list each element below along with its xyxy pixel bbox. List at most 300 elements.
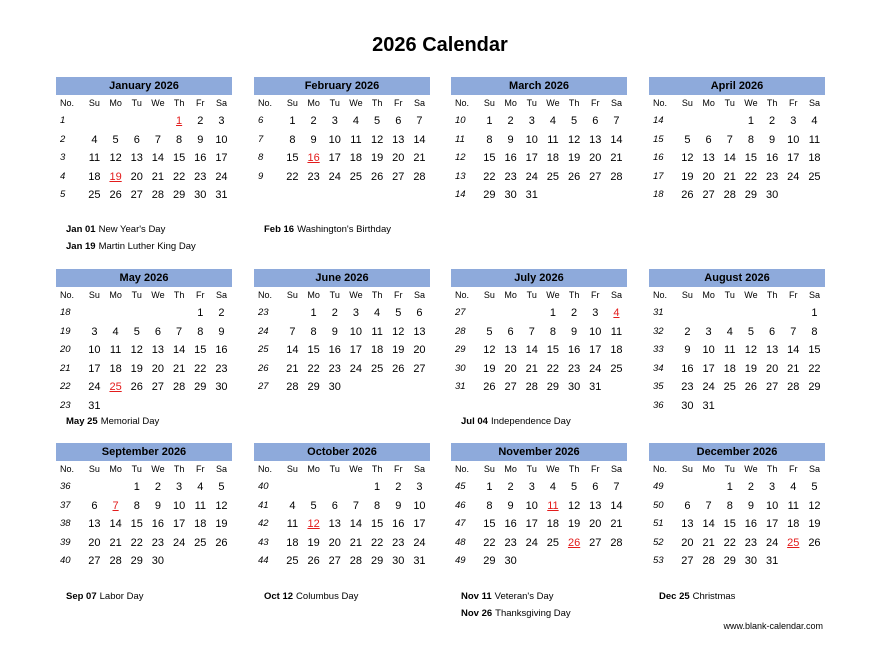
- day-cell: 16: [765, 152, 779, 165]
- day-cell: [804, 552, 825, 571]
- week-row: [254, 515, 430, 534]
- day-cell: 22: [744, 170, 758, 183]
- holiday-item: [66, 413, 256, 430]
- holiday-item: [264, 588, 454, 605]
- day-cell: [804, 397, 825, 416]
- column-header: We: [151, 464, 165, 474]
- week-row: [649, 168, 825, 187]
- month-block: [451, 269, 627, 397]
- month-header: December 2026: [649, 443, 825, 461]
- holiday-day-cell: 25: [787, 536, 800, 549]
- day-cell: 13: [765, 344, 779, 357]
- week-row: [649, 552, 825, 571]
- day-cell: 30: [765, 189, 779, 202]
- day-cell: 20: [392, 152, 405, 165]
- week-row: [56, 378, 232, 397]
- holiday-name: Columbus Day: [296, 591, 359, 602]
- column-header: Tu: [329, 98, 340, 108]
- week-row: [649, 497, 825, 516]
- day-cell: 21: [525, 362, 538, 375]
- day-cell: 19: [483, 362, 496, 375]
- day-cell: 7: [176, 325, 183, 338]
- day-cell: [606, 186, 627, 205]
- week-number: 1: [60, 115, 66, 126]
- week-number: 3: [60, 152, 66, 164]
- week-number: 36: [60, 481, 71, 492]
- month-block: [451, 443, 627, 571]
- day-cell: 24: [765, 536, 779, 549]
- day-cell: 7: [528, 325, 535, 338]
- day-cell: 20: [765, 362, 779, 375]
- day-cell: 12: [567, 133, 581, 146]
- week-row: [56, 360, 232, 379]
- week-number: 7: [258, 133, 264, 145]
- week-row: [56, 534, 232, 553]
- day-cell: 5: [374, 115, 381, 127]
- week-number: 49: [455, 555, 466, 567]
- month-header: November 2026: [451, 443, 627, 461]
- day-cell: [740, 397, 761, 416]
- week-row: [649, 378, 825, 397]
- week-number: 4: [60, 170, 66, 182]
- day-cell: 13: [504, 344, 517, 357]
- day-cell: 28: [286, 381, 299, 394]
- day-cell: 2: [197, 115, 204, 127]
- day-cell: 11: [808, 133, 821, 146]
- day-cell: 18: [88, 170, 101, 183]
- week-number: 24: [258, 325, 269, 337]
- day-cell: 29: [483, 189, 496, 202]
- day-cell: 12: [744, 344, 758, 357]
- day-cell: 10: [413, 499, 426, 512]
- day-cell: 5: [486, 325, 493, 338]
- week-row: [254, 168, 430, 187]
- week-row: [56, 515, 232, 534]
- column-header: Mo: [109, 98, 122, 108]
- column-header: Fr: [196, 464, 205, 474]
- week-row: [451, 131, 627, 150]
- week-row: [254, 552, 430, 571]
- day-cell: 7: [726, 133, 733, 146]
- column-header: Mo: [504, 464, 517, 474]
- day-cell: 16: [392, 518, 405, 531]
- day-cell: 13: [151, 344, 165, 357]
- day-cell: 3: [218, 115, 225, 127]
- day-cell: 21: [286, 362, 299, 375]
- day-cell: 17: [525, 518, 538, 531]
- day-cell: 17: [349, 344, 363, 357]
- week-row: [56, 131, 232, 150]
- day-cell: 25: [286, 555, 299, 568]
- month-block: [254, 269, 430, 397]
- day-cell: [409, 378, 430, 397]
- column-header: Sa: [610, 290, 622, 300]
- day-cell: 6: [395, 115, 402, 127]
- week-number: 25: [258, 344, 269, 356]
- column-header: We: [349, 98, 363, 108]
- column-header: Th: [173, 290, 185, 300]
- day-cell: 14: [610, 133, 623, 146]
- holiday-day-cell: 25: [109, 381, 122, 394]
- day-cell: 2: [507, 481, 514, 493]
- day-cell: 14: [109, 518, 122, 531]
- day-cell: 17: [787, 152, 800, 165]
- day-cell: 9: [507, 133, 514, 146]
- day-cell: 22: [546, 362, 560, 375]
- day-cell: 18: [109, 362, 122, 375]
- week-row: [451, 168, 627, 187]
- day-cell: 6: [705, 133, 712, 146]
- week-number: 49: [653, 481, 664, 492]
- column-header: Sa: [413, 98, 425, 108]
- day-cell: 1: [310, 307, 317, 319]
- week-number: 18: [653, 189, 664, 201]
- column-header: Th: [568, 98, 580, 108]
- weekday-header-row: [254, 461, 430, 478]
- holiday-item: [66, 221, 256, 238]
- day-cell: 22: [483, 170, 496, 183]
- day-cell: 21: [610, 518, 623, 531]
- column-header: Tu: [131, 98, 142, 108]
- day-cell: 8: [197, 325, 204, 338]
- holiday-date: Jan 01: [66, 224, 96, 235]
- day-cell: 15: [744, 152, 758, 165]
- holiday-date: May 25: [66, 416, 98, 427]
- holiday-day-cell: 4: [613, 307, 620, 319]
- day-cell: 30: [504, 555, 517, 568]
- week-number: 42: [258, 518, 269, 530]
- holiday-date: Dec 25: [659, 591, 690, 602]
- day-cell: 16: [681, 362, 694, 375]
- day-cell: 8: [811, 325, 818, 338]
- day-cell: 20: [130, 170, 143, 183]
- month-header: August 2026: [649, 269, 825, 287]
- column-header: Fr: [591, 290, 600, 300]
- day-cell: 11: [371, 325, 383, 338]
- week-number: 46: [455, 499, 466, 511]
- day-cell: 29: [307, 381, 320, 394]
- column-header: Su: [88, 98, 100, 108]
- day-cell: 4: [91, 133, 98, 146]
- column-header: Fr: [789, 290, 798, 300]
- month-header: October 2026: [254, 443, 430, 461]
- week-row: [649, 397, 825, 416]
- column-header: We: [349, 290, 363, 300]
- column-header: Th: [371, 290, 383, 300]
- holiday-day-cell: 26: [567, 536, 581, 549]
- day-cell: 21: [109, 536, 122, 549]
- day-cell: [479, 304, 500, 323]
- day-cell: 17: [88, 362, 101, 375]
- day-cell: 11: [286, 518, 299, 531]
- day-cell: 26: [370, 170, 384, 183]
- day-cell: 3: [528, 481, 535, 493]
- holiday-item: [461, 588, 651, 605]
- day-cell: 19: [567, 518, 581, 531]
- day-cell: 5: [571, 481, 578, 493]
- week-number: 51: [653, 518, 664, 530]
- month-header: May 2026: [56, 269, 232, 287]
- week-number: 41: [258, 499, 269, 511]
- day-cell: [126, 112, 147, 131]
- week-number: 52: [653, 536, 664, 548]
- day-cell: 29: [546, 381, 560, 394]
- day-cell: 29: [194, 381, 207, 394]
- day-cell: 1: [197, 307, 204, 319]
- day-cell: 31: [765, 555, 779, 568]
- column-header: Mo: [307, 98, 320, 108]
- day-cell: 24: [215, 170, 228, 183]
- day-cell: 26: [109, 189, 122, 202]
- day-cell: 28: [610, 536, 623, 549]
- day-cell: 9: [218, 325, 225, 338]
- day-cell: 14: [349, 518, 363, 531]
- day-cell: 11: [194, 499, 206, 512]
- day-cell: 1: [486, 481, 493, 493]
- day-cell: 13: [130, 152, 143, 165]
- day-cell: 20: [413, 344, 426, 357]
- day-cell: 28: [787, 381, 800, 394]
- day-cell: 8: [133, 499, 140, 512]
- day-cell: 2: [218, 307, 225, 319]
- day-cell: 4: [289, 499, 296, 512]
- day-cell: 24: [525, 536, 538, 549]
- week-number: 13: [455, 170, 466, 182]
- day-cell: 10: [765, 499, 779, 512]
- day-cell: [126, 304, 147, 323]
- day-cell: 9: [310, 133, 317, 146]
- day-cell: 5: [133, 325, 140, 338]
- column-header: Su: [483, 290, 495, 300]
- day-cell: 27: [130, 189, 143, 202]
- week-row: [254, 323, 430, 342]
- week-row: [254, 149, 430, 168]
- day-cell: 9: [769, 133, 776, 146]
- column-header: Sa: [215, 290, 227, 300]
- column-header: We: [744, 290, 758, 300]
- column-header: Mo: [702, 98, 715, 108]
- column-header: Th: [568, 290, 580, 300]
- day-cell: 3: [352, 307, 359, 319]
- day-cell: 28: [109, 555, 122, 568]
- column-header: Su: [681, 464, 693, 474]
- day-cell: 8: [486, 133, 493, 146]
- day-cell: [719, 397, 740, 416]
- day-cell: 18: [723, 362, 736, 375]
- day-cell: 8: [289, 133, 296, 146]
- day-cell: 28: [413, 170, 426, 183]
- weekday-header-row: [649, 461, 825, 478]
- week-number: 18: [60, 307, 71, 318]
- day-cell: 22: [723, 536, 736, 549]
- column-header: Tu: [724, 464, 735, 474]
- holiday-day-cell: 19: [109, 170, 122, 183]
- day-cell: [105, 112, 126, 131]
- week-row: [56, 186, 232, 205]
- day-cell: 2: [769, 115, 776, 127]
- day-cell: 10: [702, 344, 715, 357]
- day-cell: 24: [328, 170, 341, 183]
- day-cell: 25: [546, 170, 560, 183]
- day-cell: 19: [307, 536, 320, 549]
- week-row: [649, 149, 825, 168]
- day-cell: 4: [811, 115, 818, 127]
- day-cell: 24: [349, 362, 363, 375]
- week-row: [451, 378, 627, 397]
- column-header: Th: [371, 464, 383, 474]
- week-number: 11: [455, 133, 465, 145]
- holiday-day-cell: 16: [307, 152, 320, 165]
- day-cell: 29: [808, 381, 821, 394]
- day-cell: 24: [413, 536, 426, 549]
- holiday-item: [461, 605, 651, 622]
- day-cell: 21: [349, 536, 363, 549]
- day-cell: 15: [307, 344, 320, 357]
- column-header: Th: [766, 464, 778, 474]
- day-cell: 29: [483, 555, 496, 568]
- website-footer: www.blank-calendar.com: [723, 621, 823, 631]
- week-number: 16: [653, 152, 664, 164]
- holiday-item: [66, 588, 256, 605]
- day-cell: 13: [589, 499, 602, 512]
- day-cell: 14: [723, 152, 736, 165]
- day-cell: 7: [154, 133, 161, 146]
- holiday-name: New Year's Day: [98, 224, 166, 235]
- holiday-name: Thanksgiving Day: [495, 608, 571, 619]
- day-cell: 13: [589, 133, 602, 146]
- day-cell: 20: [702, 170, 715, 183]
- day-cell: 25: [88, 189, 101, 202]
- day-cell: [521, 304, 542, 323]
- column-header: Th: [766, 98, 778, 108]
- day-cell: 26: [392, 362, 405, 375]
- week-number: 38: [60, 518, 71, 530]
- week-number: 40: [60, 555, 71, 567]
- day-cell: 11: [787, 499, 799, 512]
- day-cell: [698, 304, 719, 323]
- day-cell: 5: [747, 325, 754, 338]
- column-header: Fr: [196, 98, 205, 108]
- week-number: 28: [455, 325, 466, 337]
- day-cell: 25: [808, 170, 821, 183]
- day-cell: 12: [483, 344, 496, 357]
- week-row: [254, 304, 430, 323]
- week-row: [56, 552, 232, 571]
- day-cell: [345, 478, 366, 497]
- day-cell: 18: [286, 536, 299, 549]
- day-cell: 4: [112, 325, 119, 338]
- week-number: 40: [258, 481, 269, 492]
- day-cell: 20: [589, 152, 602, 165]
- day-cell: 3: [416, 481, 423, 493]
- day-cell: 8: [486, 499, 493, 512]
- weekday-header-row: [649, 287, 825, 304]
- week-number: 27: [455, 307, 466, 318]
- day-cell: 11: [610, 325, 623, 338]
- holiday-name: Christmas: [692, 591, 736, 602]
- day-cell: [740, 304, 761, 323]
- day-cell: 9: [197, 133, 204, 146]
- day-cell: 4: [549, 115, 556, 127]
- day-cell: 1: [289, 115, 296, 127]
- week-row: [649, 131, 825, 150]
- column-header: No.: [60, 464, 75, 474]
- day-cell: [804, 186, 825, 205]
- day-cell: 1: [747, 115, 754, 127]
- day-cell: 8: [176, 133, 183, 146]
- week-row: [649, 478, 825, 497]
- day-cell: 6: [91, 499, 98, 512]
- column-header: No.: [653, 98, 668, 108]
- week-row: [56, 168, 232, 187]
- day-cell: 3: [176, 481, 183, 493]
- day-cell: 27: [504, 381, 517, 394]
- day-cell: 13: [413, 325, 426, 338]
- week-number: 27: [258, 381, 269, 393]
- day-cell: 7: [705, 499, 712, 512]
- day-cell: 3: [528, 115, 535, 127]
- day-cell: 10: [172, 499, 186, 512]
- day-cell: 11: [88, 152, 101, 165]
- day-cell: 13: [681, 518, 694, 531]
- column-header: Tu: [724, 290, 735, 300]
- week-row: [254, 378, 430, 397]
- month-block: [649, 269, 825, 416]
- day-cell: 20: [88, 536, 101, 549]
- day-cell: 18: [787, 518, 800, 531]
- week-row: [451, 534, 627, 553]
- month-header: April 2026: [649, 77, 825, 95]
- day-cell: [698, 478, 719, 497]
- day-cell: 30: [215, 381, 228, 394]
- day-cell: 24: [525, 170, 538, 183]
- day-cell: 23: [504, 170, 517, 183]
- day-cell: [719, 112, 740, 131]
- day-cell: 9: [684, 344, 691, 357]
- holiday-day-cell: 7: [112, 499, 119, 512]
- day-cell: 14: [525, 344, 538, 357]
- week-row: [451, 360, 627, 379]
- day-cell: 12: [567, 499, 581, 512]
- day-cell: 22: [370, 536, 384, 549]
- week-row: [649, 304, 825, 323]
- day-cell: [783, 552, 804, 571]
- day-cell: [762, 397, 783, 416]
- holiday-name: Memorial Day: [100, 416, 160, 427]
- day-cell: 16: [215, 344, 228, 357]
- day-cell: 8: [374, 499, 381, 512]
- column-header: Th: [173, 464, 185, 474]
- holiday-list: [66, 588, 256, 605]
- column-header: Sa: [808, 464, 820, 474]
- day-cell: 11: [109, 344, 122, 357]
- column-header: Fr: [789, 464, 798, 474]
- week-row: [254, 497, 430, 516]
- day-cell: 20: [328, 536, 341, 549]
- day-cell: 16: [744, 518, 758, 531]
- day-cell: 31: [413, 555, 426, 568]
- weekday-header-row: [56, 461, 232, 478]
- day-cell: 1: [133, 481, 140, 493]
- day-cell: [564, 186, 585, 205]
- day-cell: 5: [571, 115, 578, 127]
- day-cell: 18: [370, 344, 384, 357]
- day-cell: 25: [194, 536, 207, 549]
- day-cell: 3: [331, 115, 338, 127]
- day-cell: 28: [525, 381, 538, 394]
- day-cell: [762, 304, 783, 323]
- holiday-date: Jul 04: [461, 416, 488, 427]
